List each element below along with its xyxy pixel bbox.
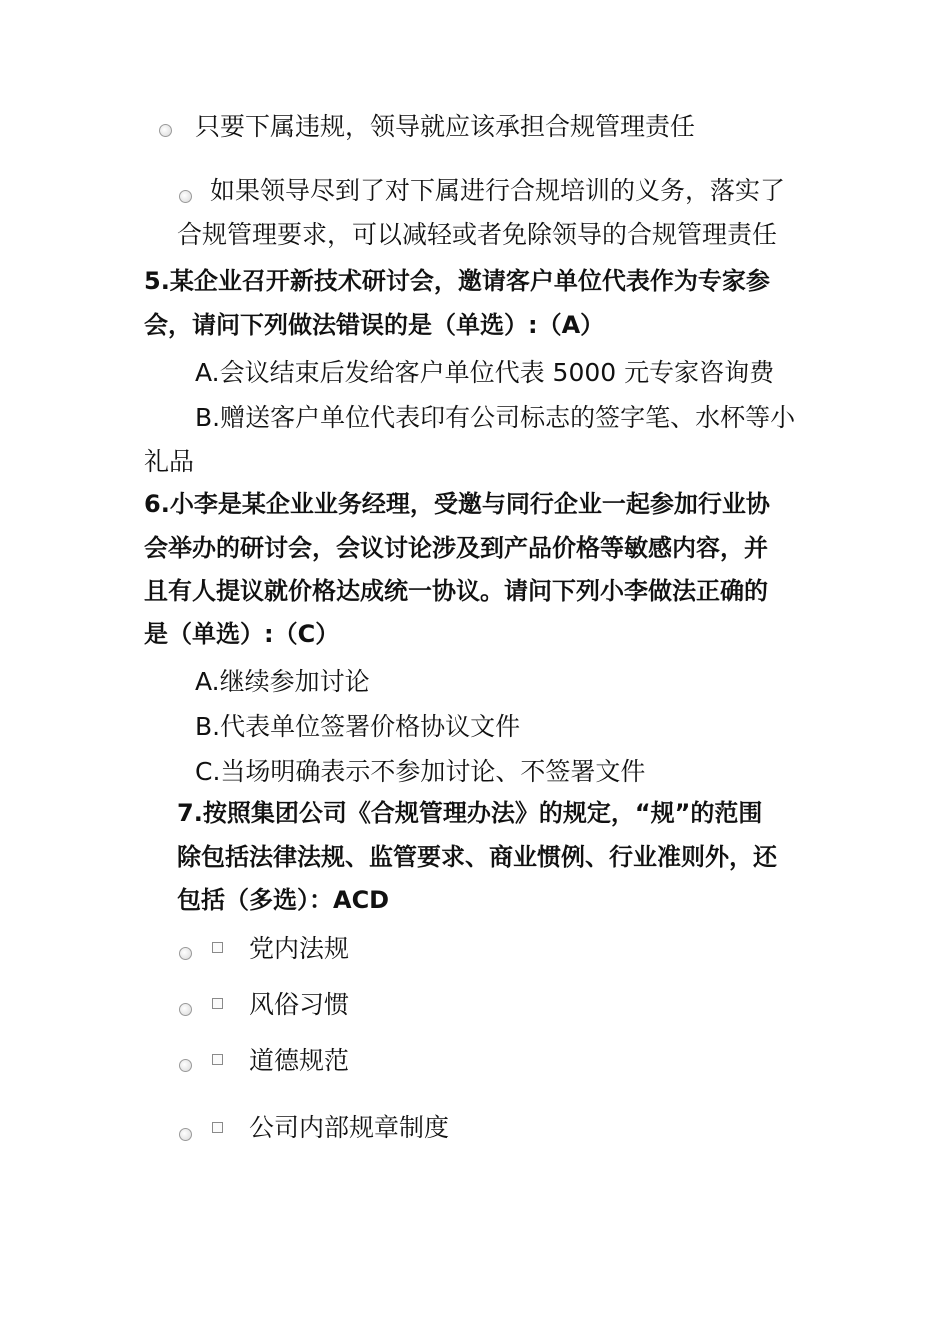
question-6-option-a: A.继续参加讨论 — [195, 667, 370, 696]
question-7-option: 道德规范 — [249, 1046, 350, 1075]
checkbox[interactable] — [212, 942, 223, 953]
question-5-option-b-continued: 礼品 — [144, 447, 195, 476]
question-6-text: 且有人提议就价格达成统一协议。请问下列小李做法正确的 — [144, 577, 768, 605]
question-7-option: 党内法规 — [249, 934, 350, 963]
checkbox[interactable] — [212, 1054, 223, 1065]
checkbox[interactable] — [212, 998, 223, 1009]
question-7-option: 风俗习惯 — [249, 990, 350, 1019]
question-7-text: 除包括法律法规、监管要求、商业惯例、行业准则外，还 — [177, 843, 777, 871]
question-6-text: 是（单选）:（C） — [144, 620, 340, 648]
radio-button[interactable] — [179, 1059, 192, 1072]
question-5-text: 会，请问下列做法错误的是（单选）:（A） — [144, 311, 605, 339]
question-5-option-a: A.会议结束后发给客户单位代表 5000 元专家咨询费 — [195, 358, 775, 387]
radio-button[interactable] — [179, 1003, 192, 1016]
question-5-text: 5.某企业召开新技术研讨会，邀请客户单位代表作为专家参 — [144, 267, 770, 295]
question-7-option: 公司内部规章制度 — [249, 1113, 450, 1142]
question-6-option-b: B.代表单位签署价格协议文件 — [195, 712, 521, 741]
question-7-text: 7.按照集团公司《合规管理办法》的规定，“规”的范围 — [177, 799, 763, 827]
option-text: 如果领导尽到了对下属进行合规培训的义务，落实了 — [210, 176, 786, 205]
question-7-text: 包括（多选）：ACD — [177, 886, 390, 914]
radio-button[interactable] — [179, 947, 192, 960]
checkbox[interactable] — [212, 1122, 223, 1133]
question-6-text: 会举办的研讨会，会议讨论涉及到产品价格等敏感内容，并 — [144, 534, 768, 562]
radio-button[interactable] — [179, 1128, 192, 1141]
question-5-option-b: B.赠送客户单位代表印有公司标志的签字笔、水杯等小 — [195, 403, 796, 432]
option-text-continued: 合规管理要求，可以减轻或者免除领导的合规管理责任 — [177, 220, 778, 249]
question-6-text: 6.小李是某企业业务经理，受邀与同行企业一起参加行业协 — [144, 490, 770, 518]
radio-button[interactable] — [159, 124, 172, 137]
question-6-option-c: C.当场明确表示不参加讨论、不签署文件 — [195, 757, 646, 786]
radio-button[interactable] — [179, 190, 192, 203]
option-text: 只要下属违规，领导就应该承担合规管理责任 — [195, 112, 696, 141]
